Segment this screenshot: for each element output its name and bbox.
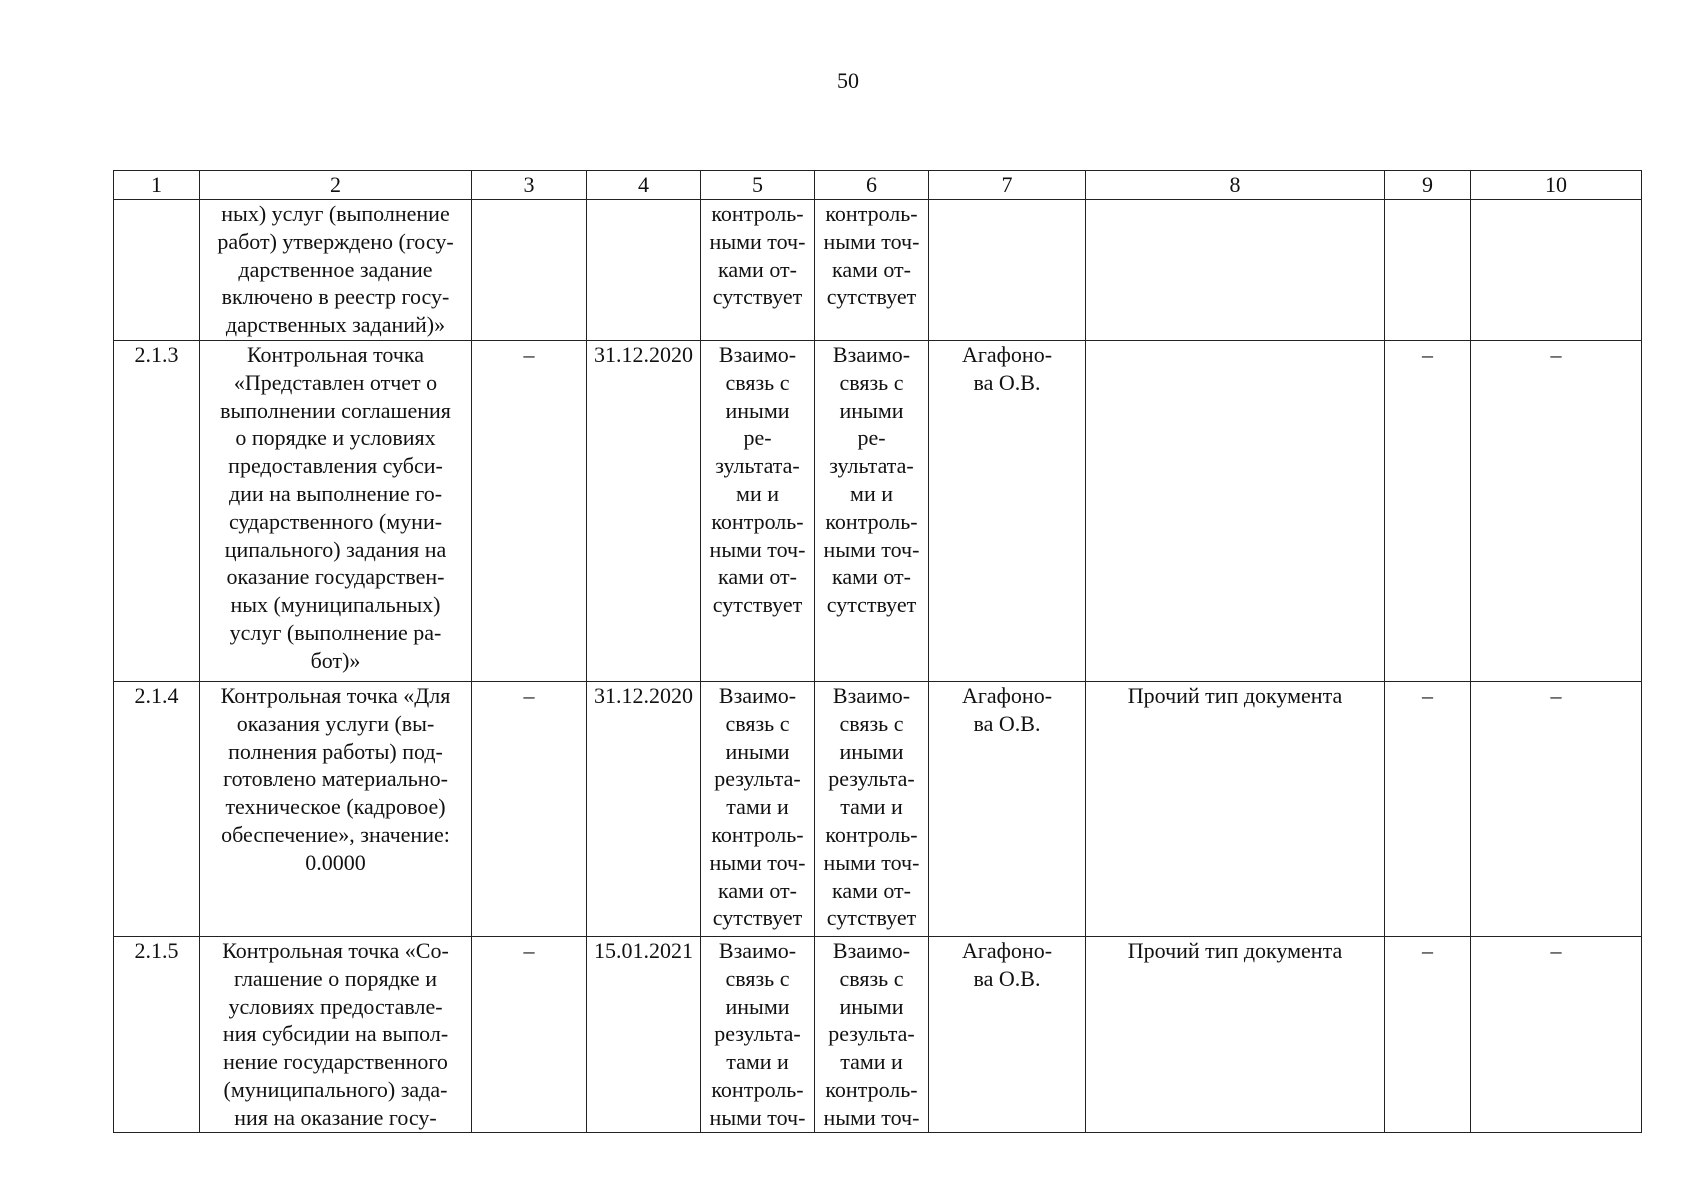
date-cell: 31.12.2020 <box>587 682 701 937</box>
control-point-description-cell: Контрольная точка «Для оказания услуги (вы- полнения работы) под- готовлено материально- техническое (кадровое) обеспечение», значение: 0.0000 <box>200 682 472 937</box>
date-cell: 15.01.2021 <box>587 937 701 1133</box>
column-header: 2 <box>200 171 472 200</box>
document-type-cell: Прочий тип документа <box>1086 937 1385 1133</box>
table-cell: – <box>1471 937 1642 1133</box>
control-point-description-cell: Контрольная точка «Со- глашение о порядке и условиях предоставле- ния субсидии на выпол- нение государственного (муниципального) зада- ния на оказание госу- <box>200 937 472 1133</box>
table-cell: – <box>1385 682 1471 937</box>
table-row <box>114 682 1642 937</box>
responsible-cell: Агафоно- ва О.В. <box>929 682 1086 937</box>
relation-cell: Взаимо- связь с иными результа- тами и контроль- ными точ- <box>701 937 815 1133</box>
date-cell: 31.12.2020 <box>587 341 701 682</box>
row-number-cell: 2.1.3 <box>114 341 200 682</box>
table-cell: – <box>472 341 587 682</box>
column-header: 4 <box>587 171 701 200</box>
relation-cell: контроль- ными точ- ками от- сутствует <box>815 200 929 341</box>
document-type-cell <box>1086 341 1385 682</box>
table-cell: – <box>1471 341 1642 682</box>
relation-cell: контроль- ными точ- ками от- сутствует <box>701 200 815 341</box>
table-cell <box>472 200 587 341</box>
responsible-cell: Агафоно- ва О.В. <box>929 341 1086 682</box>
column-header: 8 <box>1086 171 1385 200</box>
control-point-description-cell: ных) услуг (выполнение работ) утверждено (госу- дарственное задание включено в реестр госу- дарственных заданий)» <box>200 200 472 341</box>
column-header: 6 <box>815 171 929 200</box>
table-cell: – <box>1385 937 1471 1133</box>
row-number-cell <box>114 200 200 341</box>
table-row <box>114 200 1642 341</box>
table-cell: – <box>472 937 587 1133</box>
relation-cell: Взаимо- связь с иными результа- тами и контроль- ными точ- ками от- сутствует <box>701 682 815 937</box>
column-header: 7 <box>929 171 1086 200</box>
table-row <box>114 937 1642 1133</box>
column-header: 1 <box>114 171 200 200</box>
column-number-row <box>114 171 1642 200</box>
relation-cell: Взаимо- связь с иными ре- зультата- ми и контроль- ными точ- ками от- сутствует <box>701 341 815 682</box>
control-points-table <box>113 170 1642 1133</box>
relation-cell: Взаимо- связь с иными результа- тами и контроль- ными точ- ками от- сутствует <box>815 682 929 937</box>
table-row <box>114 341 1642 682</box>
row-number-cell: 2.1.5 <box>114 937 200 1133</box>
responsible-cell <box>929 200 1086 341</box>
document-type-cell: Прочий тип документа <box>1086 682 1385 937</box>
relation-cell: Взаимо- связь с иными результа- тами и контроль- ными точ- <box>815 937 929 1133</box>
table-cell: – <box>1385 341 1471 682</box>
control-point-description-cell: Контрольная точка «Представлен отчет о выполнении соглашения о порядке и условиях предоставления субси- дии на выполнение го- сударственного (муни- ципального) задания на оказание государствен- ных (муниципальных) услуг (выполнение ра- бот)» <box>200 341 472 682</box>
column-header: 5 <box>701 171 815 200</box>
date-cell <box>587 200 701 341</box>
table-cell: – <box>1471 682 1642 937</box>
document-type-cell <box>1086 200 1385 341</box>
responsible-cell: Агафоно- ва О.В. <box>929 937 1086 1133</box>
page-number: 50 <box>837 68 859 93</box>
relation-cell: Взаимо- связь с иными ре- зультата- ми и контроль- ными точ- ками от- сутствует <box>815 341 929 682</box>
table-cell <box>1471 200 1642 341</box>
table-cell: – <box>472 682 587 937</box>
table-cell <box>1385 200 1471 341</box>
row-number-cell: 2.1.4 <box>114 682 200 937</box>
column-header: 10 <box>1471 171 1642 200</box>
column-header: 3 <box>472 171 587 200</box>
column-header: 9 <box>1385 171 1471 200</box>
